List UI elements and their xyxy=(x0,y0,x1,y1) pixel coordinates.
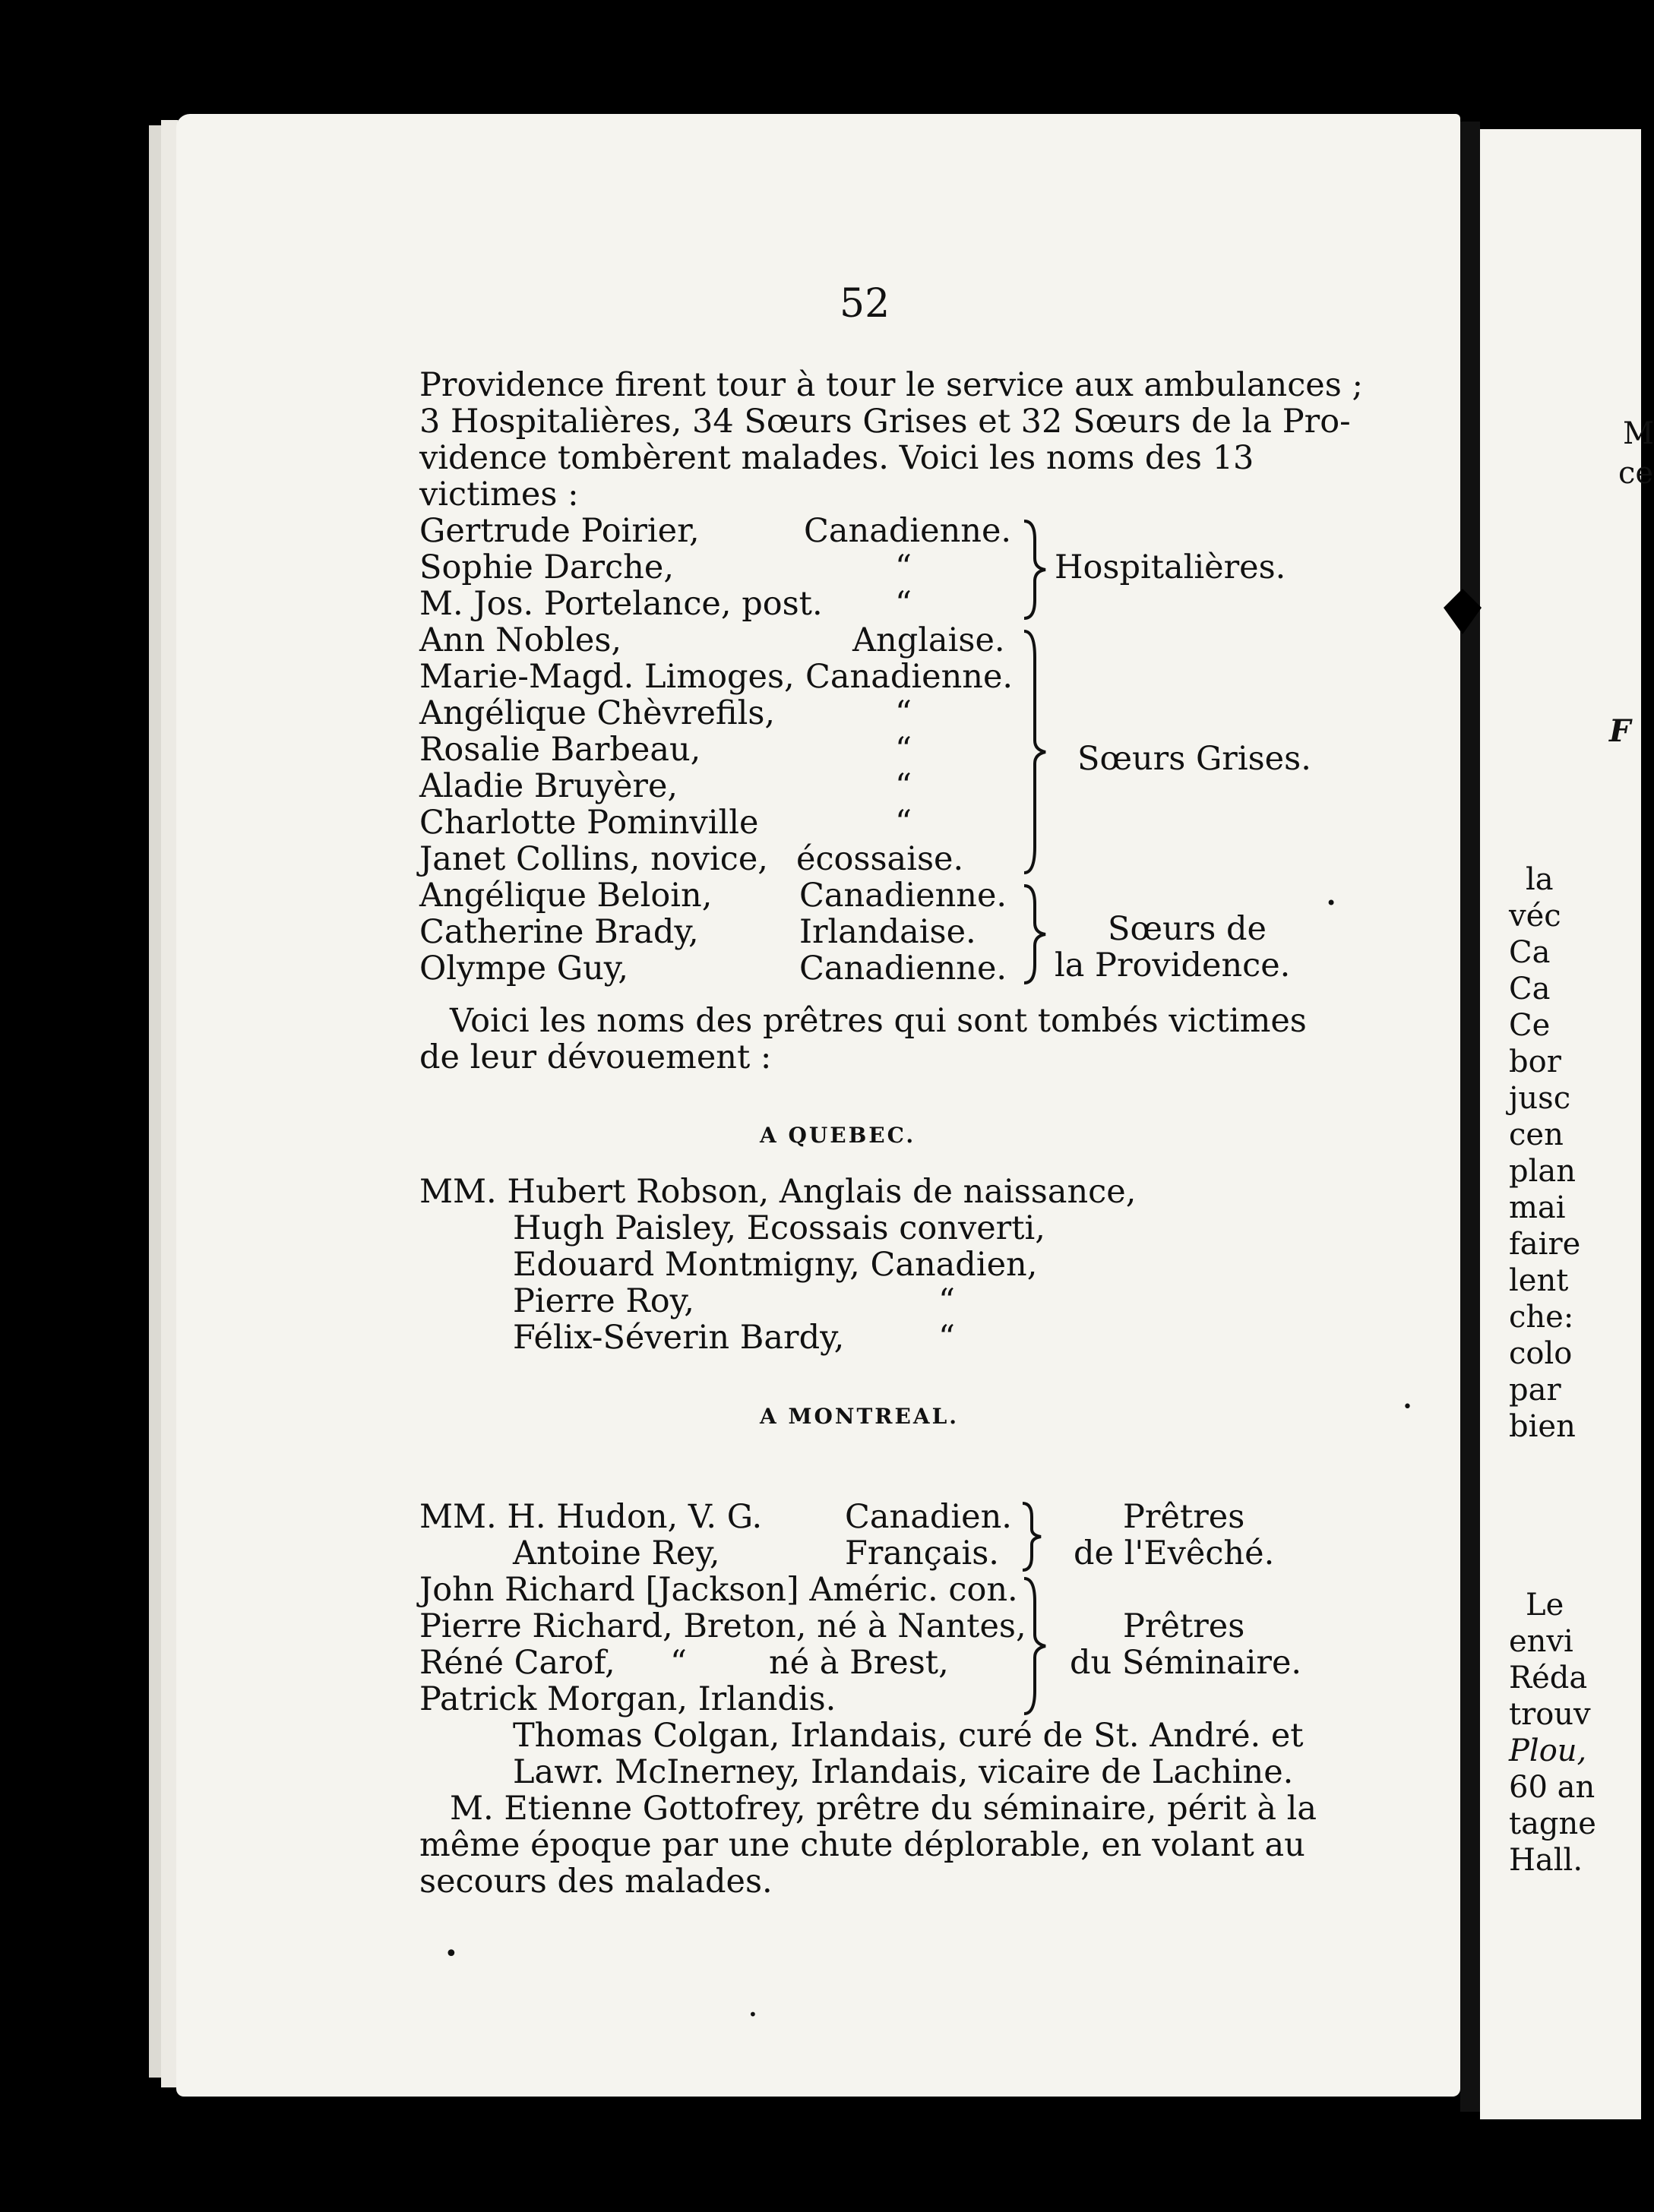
right-fragment: Ce xyxy=(1509,1008,1551,1043)
victim-name: Gertrude Poirier, xyxy=(419,512,700,550)
right-fragment: véc xyxy=(1509,899,1561,934)
right-fragment: bor xyxy=(1509,1044,1561,1079)
victim-origin: Canadienne. xyxy=(799,877,1007,915)
victim-origin: Canadienne. xyxy=(804,512,1012,550)
victim-name: Olympe Guy, xyxy=(419,950,629,988)
victim-origin: Anglaise. xyxy=(852,621,1005,659)
right-page xyxy=(1480,129,1654,2119)
speck-dot: • xyxy=(444,1941,458,1967)
right-fragment: jusc xyxy=(1509,1081,1571,1116)
closing-line: Thomas Colgan, Irlandais, curé de St. André. et xyxy=(513,1717,1304,1755)
victim-name: Janet Collins, novice, xyxy=(419,840,768,878)
group-soeurs-grises: Sœurs Grises. xyxy=(1077,740,1311,778)
right-fragment: trouv xyxy=(1509,1697,1591,1732)
montreal-priest: Réné Carof, xyxy=(419,1644,615,1682)
brace-soeurs-grises-icon xyxy=(1018,627,1056,877)
victim-name: Angélique Beloin, xyxy=(419,877,713,915)
victim-name: M. Jos. Portelance, post. xyxy=(419,585,823,623)
montreal-origin: Français. xyxy=(845,1534,999,1572)
victim-name: Ann Nobles, xyxy=(419,621,622,659)
group-hospitalieres: Hospitalières. xyxy=(1055,548,1286,586)
brace-hospitalieres-icon xyxy=(1018,517,1056,623)
ditto-mark: “ xyxy=(670,1644,687,1682)
victim-origin: “ xyxy=(895,767,912,805)
intro-line: Providence firent tour à tour le service aux ambulances ; xyxy=(419,366,1363,404)
right-fragment: faire xyxy=(1509,1227,1581,1262)
right-fragment: ce xyxy=(1618,456,1654,491)
victim-origin: écossaise. xyxy=(796,840,964,878)
brace-eveche-icon xyxy=(1018,1500,1052,1572)
intro-line: vidence tombèrent malades. Voici les noms des 13 xyxy=(419,439,1254,477)
intro-line: victimes : xyxy=(419,476,579,514)
victim-name: Catherine Brady, xyxy=(419,913,699,951)
right-fragment: Ca xyxy=(1509,935,1551,970)
right-fragment: par xyxy=(1509,1373,1561,1408)
victim-name: Rosalie Barbeau, xyxy=(419,731,701,769)
victim-origin: “ xyxy=(895,694,912,732)
group-providence-line2: la Providence. xyxy=(1055,946,1291,984)
right-fragment: envi xyxy=(1509,1624,1573,1659)
right-fragment: Ca xyxy=(1509,972,1551,1006)
right-fragment: la xyxy=(1526,862,1554,897)
closing-line: même époque par une chute déplorable, en volant au xyxy=(419,1826,1305,1864)
brace-seminaire-icon xyxy=(1018,1574,1056,1718)
right-fragment: mai xyxy=(1509,1190,1566,1225)
montreal-priest: Pierre Richard, Breton, né à Nantes, xyxy=(419,1607,1026,1645)
intro-line: 3 Hospitalières, 34 Sœurs Grises et 32 Sœurs de la Pro- xyxy=(419,403,1351,441)
quebec-heading: A QUEBEC. xyxy=(760,1123,916,1148)
victim-origin: “ xyxy=(895,548,912,586)
quebec-priest: Hugh Paisley, Ecossais converti, xyxy=(513,1209,1045,1247)
victim-origin: “ xyxy=(895,804,912,842)
victim-origin: Irlandaise. xyxy=(799,913,976,951)
montreal-heading: A MONTREAL. xyxy=(760,1404,960,1429)
priests-intro-line: de leur dévouement : xyxy=(419,1038,772,1076)
right-fragment: che: xyxy=(1509,1300,1574,1335)
group-eveche-line1: Prêtres xyxy=(1123,1498,1245,1536)
ditto-mark: “ xyxy=(938,1319,955,1357)
quebec-priest: Edouard Montmigny, Canadien, xyxy=(513,1246,1038,1284)
priests-intro-line: Voici les noms des prêtres qui sont tombés victimes xyxy=(450,1002,1307,1040)
right-fragment: M xyxy=(1623,416,1654,451)
right-fragment: tagne xyxy=(1509,1806,1596,1841)
victim-name: Sophie Darche, xyxy=(419,548,674,586)
page-clip-shadow-icon xyxy=(1440,585,1485,638)
right-fragment: Plou, xyxy=(1509,1733,1587,1768)
victim-name: Marie-Magd. Limoges, xyxy=(419,658,795,696)
brace-providence-icon xyxy=(1018,881,1056,988)
group-providence-line1: Sœurs de xyxy=(1108,910,1267,948)
speck-dot: • xyxy=(1403,1398,1412,1417)
group-seminaire-line1: Prêtres xyxy=(1123,1607,1245,1645)
victim-name: Aladie Bruyère, xyxy=(419,767,678,805)
right-fragment: lent xyxy=(1509,1263,1569,1298)
quebec-priest: Félix-Séverin Bardy, xyxy=(513,1319,845,1357)
right-fragment: Hall. xyxy=(1509,1843,1583,1878)
closing-line: M. Etienne Gottofrey, prêtre du séminaire, périt à la xyxy=(450,1790,1317,1828)
montreal-priest: Antoine Rey, xyxy=(513,1534,720,1572)
right-fragment: Réda xyxy=(1509,1661,1588,1695)
closing-line: secours des malades. xyxy=(419,1863,773,1901)
victim-origin: “ xyxy=(895,731,912,769)
quebec-priest: MM. Hubert Robson, Anglais de naissance, xyxy=(419,1173,1137,1211)
ditto-mark: “ xyxy=(938,1282,955,1320)
right-fragment: 60 an xyxy=(1509,1770,1595,1805)
closing-line: Lawr. McInerney, Irlandais, vicaire de Lachine. xyxy=(513,1753,1294,1791)
montreal-priest: John Richard [Jackson] Améric. con. xyxy=(419,1571,1018,1609)
right-fragment: cen xyxy=(1509,1117,1564,1152)
victim-origin: “ xyxy=(895,585,912,623)
right-fragment: plan xyxy=(1509,1154,1577,1189)
victim-name: Charlotte Pominville xyxy=(419,804,759,842)
right-fragment: colo xyxy=(1509,1336,1573,1371)
victim-origin: Canadienne. xyxy=(805,658,1014,696)
speck-dot: • xyxy=(748,2005,757,2024)
montreal-priest: MM. H. Hudon, V. G. xyxy=(419,1498,763,1536)
right-fragment: bien xyxy=(1509,1409,1576,1444)
montreal-origin: Canadien. xyxy=(845,1498,1012,1536)
montreal-origin: né à Brest, xyxy=(769,1644,949,1682)
quebec-priest: Pierre Roy, xyxy=(513,1282,694,1320)
montreal-priest: Patrick Morgan, Irlandis. xyxy=(419,1680,836,1718)
page-number: 52 xyxy=(840,281,890,327)
right-fragment: Le xyxy=(1526,1588,1564,1623)
group-eveche-line2: de l'Evêché. xyxy=(1074,1534,1275,1572)
right-fragment: F xyxy=(1609,713,1631,749)
book-gutter xyxy=(1460,122,1480,2112)
group-seminaire-line2: du Séminaire. xyxy=(1070,1644,1302,1682)
victim-origin: Canadienne. xyxy=(799,950,1007,988)
speck-dot: • xyxy=(1326,893,1337,914)
victim-name: Angélique Chèvrefils, xyxy=(419,694,776,732)
